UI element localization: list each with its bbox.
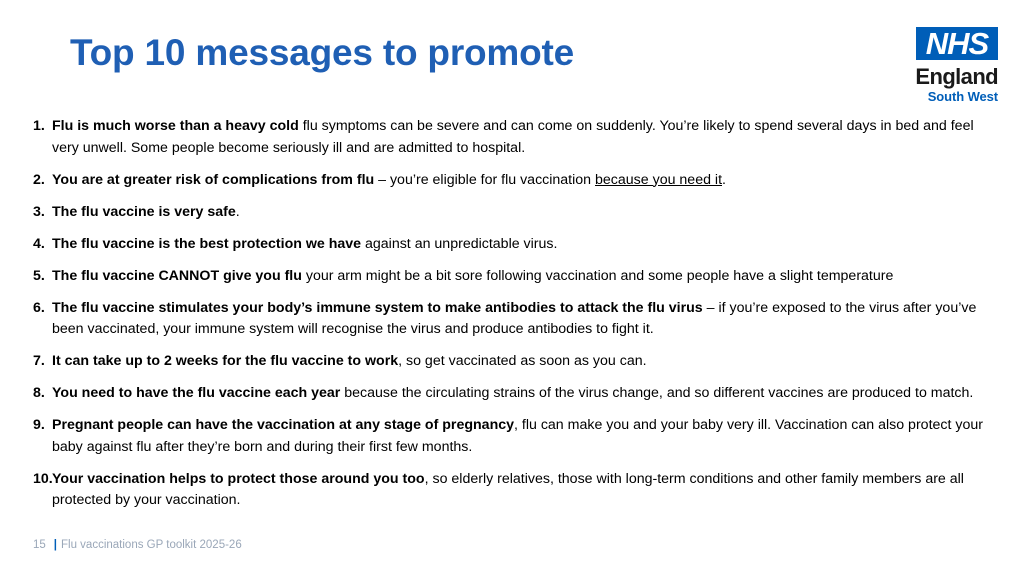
message-text: – you’re eligible for flu vaccination [374, 171, 596, 188]
message-headline: It can take up to 2 weeks for the flu vaccine to work [52, 353, 399, 369]
message-number: 3. [33, 203, 45, 220]
message-text: , so get vaccinated as soon as you can. [398, 353, 647, 369]
message-body [52, 202, 983, 224]
message-body [52, 351, 983, 373]
message-number: 4. [33, 235, 45, 252]
message-item-8 [33, 383, 983, 405]
message-text: . [235, 203, 240, 220]
message-number: 6. [33, 299, 45, 316]
message-body [52, 469, 983, 512]
message-number: 9. [33, 417, 45, 433]
message-item-5 [33, 266, 983, 288]
message-headline: Flu is much worse than a heavy cold [52, 118, 299, 134]
message-headline: The flu vaccine stimulates your body’s immune system to make antibodies to attack the flu virus [52, 299, 703, 316]
footer-separator: | [53, 539, 58, 551]
nhs-logo-subregion: South West [927, 89, 998, 104]
message-text: , flu can make you and your baby very ill. Vaccination can also protect your baby against flu after they’re born and during their first few months. [52, 417, 983, 455]
message-headline: The flu vaccine CANNOT give you flu [52, 267, 302, 284]
message-number: 5. [33, 267, 45, 284]
message-number: 7. [33, 353, 45, 369]
message-number: 2. [33, 171, 45, 188]
message-body [52, 234, 983, 256]
message-text-end: . [722, 171, 726, 188]
message-body [52, 116, 983, 159]
message-headline: The flu vaccine is the best protection we have [52, 235, 362, 252]
message-text: – if you’re exposed to the virus after you’ve been vaccinated, your immune system will recognise the virus and produce antibodies to fight it. [52, 299, 977, 337]
message-text: because the circulating strains of the virus change, and so different vaccines are produced to match. [340, 385, 974, 401]
message-item-7 [33, 351, 983, 373]
message-item-1 [33, 116, 983, 159]
message-headline: You need to have the flu vaccine each year [52, 385, 341, 401]
message-headline: You are at greater risk of complications from flu [52, 171, 375, 188]
message-body [52, 266, 983, 288]
message-number: 8. [33, 385, 45, 401]
message-headline: Your vaccination helps to protect those around you too [52, 470, 425, 487]
page-footer [33, 539, 242, 551]
message-underlined-text: because you need it [595, 171, 723, 188]
message-number: 10. [33, 470, 53, 487]
message-body [52, 298, 983, 341]
messages-list [33, 116, 983, 522]
page-number: 15 [33, 539, 46, 551]
message-text: against an unpredictable virus. [361, 235, 558, 252]
message-item-3 [33, 202, 983, 224]
message-item-10 [33, 469, 983, 512]
message-headline: The flu vaccine is very safe [52, 203, 236, 220]
message-item-4 [33, 234, 983, 256]
message-text: flu symptoms can be severe and can come on suddenly. You’re likely to spend several days in bed and feel very unwell. Some people become seriously ill and are admitted to hospital. [52, 118, 974, 156]
message-text: , so elderly relatives, those with long-term conditions and other family members are all protected by your vaccination. [52, 470, 964, 508]
nhs-logo [914, 27, 998, 104]
message-item-2 [33, 170, 983, 192]
message-body [52, 170, 983, 192]
message-item-6 [33, 298, 983, 341]
page-title: Top 10 messages to promote [70, 32, 575, 73]
message-item-9 [33, 415, 983, 458]
nhs-logo-region: England [915, 64, 998, 89]
footer-doc-title: Flu vaccinations GP toolkit 2025-26 [61, 539, 242, 551]
nhs-logo-mark: NHS [916, 27, 998, 60]
message-body [52, 415, 983, 458]
message-headline: Pregnant people can have the vaccination at any stage of pregnancy [52, 417, 515, 433]
message-text: your arm might be a bit sore following vaccination and some people have a slight temperature [301, 267, 894, 284]
message-body [52, 383, 983, 405]
message-number: 1. [33, 118, 45, 134]
